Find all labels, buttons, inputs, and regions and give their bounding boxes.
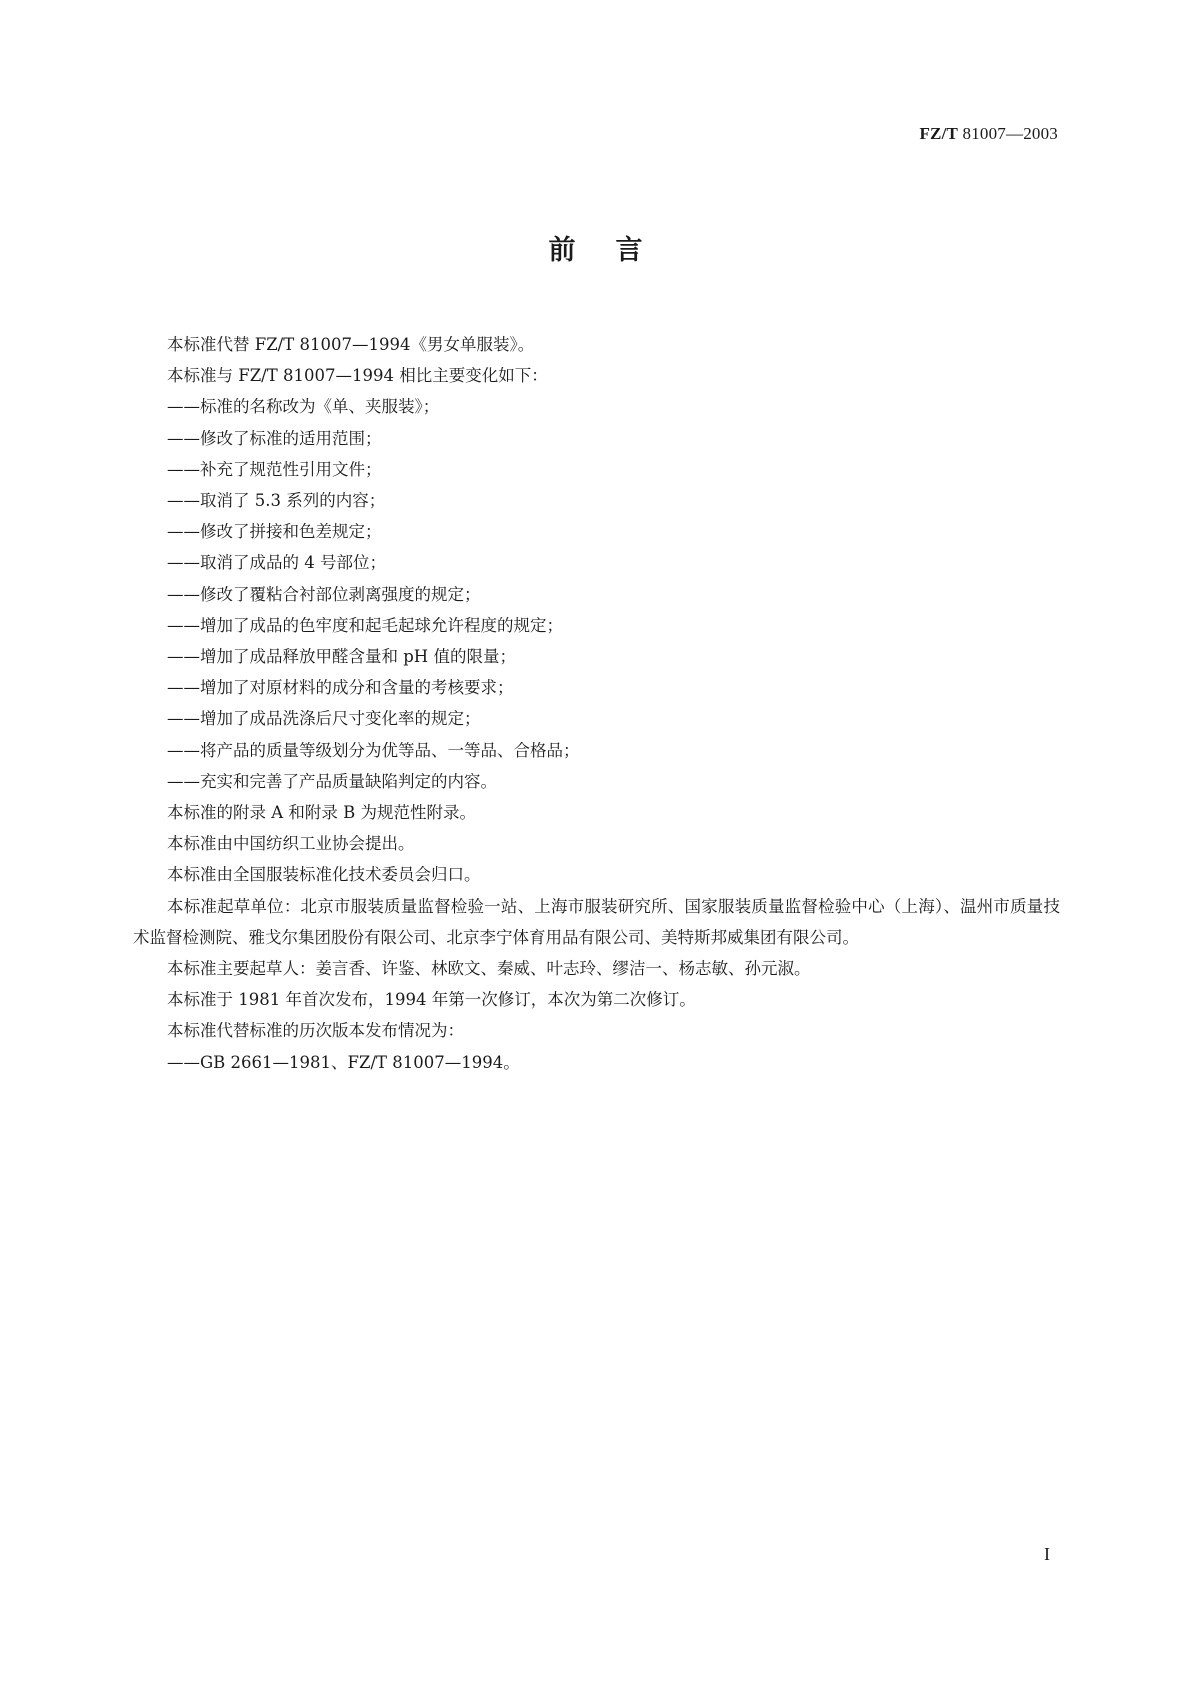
list-item: ——增加了成品洗涤后尺寸变化率的规定； [167,709,481,729]
list-item: ——将产品的质量等级划分为优等品、一等品、合格品； [167,740,580,760]
list-item: ——充实和完善了产品质量缺陷判定的内容。 [167,771,497,791]
list-item: ——GB 2661—1981、FZ/T 81007—1994。 [167,1052,520,1072]
paragraph-drafters: 本标准主要起草人：姜言香、许鉴、林欧文、秦威、叶志玲、缪洁一、杨志敏、孙元淑。 [167,959,811,979]
page-number: I [1044,1544,1050,1564]
paragraph-replaces: 本标准代替 FZ/T 81007—1994《男女单服装》。 [167,335,535,354]
paragraph-revision-history: 本标准于 1981 年首次发布，1994 年第一次修订，本次为第二次修订。 [167,990,696,1010]
list-item: ——修改了拼接和色差规定； [167,522,382,542]
page-title: 前言 [548,235,683,266]
paragraph-annexes: 本标准的附录 A 和附录 B 为规范性附录。 [167,803,477,823]
paragraph-proposer: 本标准由中国纺织工业协会提出。 [167,834,415,854]
document-code [919,124,1058,144]
list-item: ——增加了成品释放甲醛含量和 pH 值的限量； [167,647,516,667]
paragraph-changes-intro: 本标准与 FZ/T 81007—1994 相比主要变化如下： [167,366,548,386]
paragraph-committee: 本标准由全国服装标准化技术委员会归口。 [167,865,481,885]
list-item: ——增加了成品的色牢度和起毛起球允许程度的规定； [167,615,563,635]
document-code-prefix: FZ/T [919,124,959,143]
list-item: ——取消了成品的 4 号部位； [167,553,386,573]
paragraph-drafting-units: 本标准起草单位：北京市服装质量监督检验一站、上海市服装研究所、国家服装质量监督检验中心（上海）、温州市质量技术监督检测院、雅戈尔集团股份有限公司、北京李宁体育用品有限公司、美特斯邦威集团有限公司。 [133,896,1060,947]
foreword-body [133,329,1060,1078]
list-item: ——补充了规范性引用文件； [167,459,382,479]
list-item: ——修改了标准的适用范围； [167,428,382,448]
list-item: ——取消了 5.3 系列的内容； [167,491,386,511]
list-item: ——增加了对原材料的成分和含量的考核要求； [167,678,514,698]
document-code-number: 81007—2003 [958,124,1058,143]
paragraph-versions-intro: 本标准代替标准的历次版本发布情况为： [167,1021,464,1041]
list-item: ——标准的名称改为《单、夹服装》； [167,397,440,417]
list-item: ——修改了覆粘合衬部位剥离强度的规定； [167,584,481,604]
